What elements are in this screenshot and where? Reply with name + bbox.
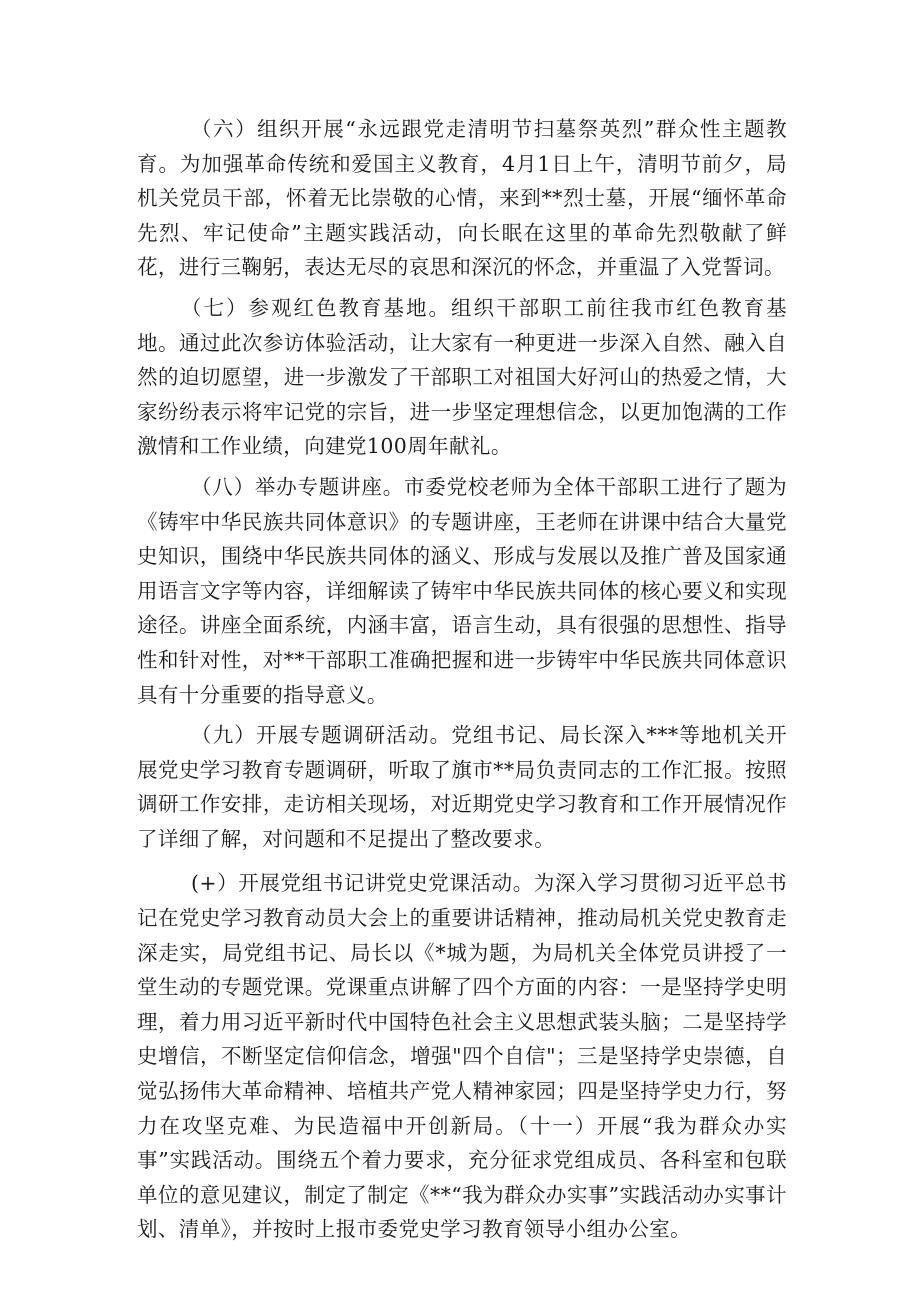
- paragraph-7: （七）参观红色教育基地。组织干部职工前往我市红色教育基地。通过此次参访体验活动，让大家有一种更进一步深入自然、融入自然的迫切愿望，进一步激发了干部职工对祖国大好河山的热爱之情，大家纷纷表示将牢记党的宗旨，进一步坚定理想信念，以更加饱满的工作激情和工作业绩，向建党100周年献礼。: [137, 295, 787, 459]
- paragraph-8: （八）举办专题讲座。市委党校老师为全体干部职工进行了题为《铸牢中华民族共同体意识》的专题讲座，王老师在讲课中结合大量党史知识，围绕中华民族共同体的涵义、形成与发展以及推广普及国家通用语言文字等内容，详细解读了铸牢中华民族共同体的核心要义和实现途径。讲座全面系统，内涵丰富，语言生动，具有很强的思想性、指导性和针对性，对**干部职工准确把握和进一步铸牢中华民族共同体意识具有十分重要的指导意义。: [137, 474, 787, 707]
- document-body: [137, 112, 787, 1253]
- paragraph-10-11: (+）开展党组书记讲党史党课活动。为深入学习贯彻习近平总书记在党史学习教育动员大会上的重要讲话精神，推动局机关党史教育走深走实，局党组书记、局长以《*城为题，为局机关全体党员讲授了一堂生动的专题党课。党课重点讲解了四个方面的内容：一是坚持学史明理，着力用习近平新时代中国特色社会主义思想武装头脑；二是坚持学史增信，不断坚定信仰信念，增强"四个自信"；三是坚持学史崇德，自觉弘扬伟大革命精神、培植共产党人精神家园；四是坚持学史力行，努力在攻坚克难、为民造福中开创新局。（十一）开展“我为群众办实事”实践活动。围绕五个着力要求，充分征求党组成员、各科室和包联单位的意见建议，制定了制定《**“我为群众办实事”实践活动办实事计划、清单》，并按时上报市委党史学习教育领导小组办公室。: [137, 871, 787, 1242]
- paragraph-6: （六）组织开展“永远跟党走清明节扫墓祭英烈”群众性主题教育。为加强革命传统和爱国主义教育，4月1日上午，清明节前夕，局机关党员干部，怀着无比崇敬的心情，来到**烈士墓，开展“缅怀革命先烈、牢记使命”主题实践活动，向长眠在这里的革命先烈敬献了鲜花，进行三鞠躬，表达无尽的哀思和深沉的怀念，并重温了入党誓词。: [137, 117, 787, 280]
- paragraph-9: （九）开展专题调研活动。党组书记、局长深入***等地机关开展党史学习教育专题调研，听取了旗市**局负责同志的工作汇报。按照调研工作安排，走访相关现场，对近期党史学习教育和工作开展情况作了详细了解，对问题和不足提出了整改要求。: [137, 723, 787, 851]
